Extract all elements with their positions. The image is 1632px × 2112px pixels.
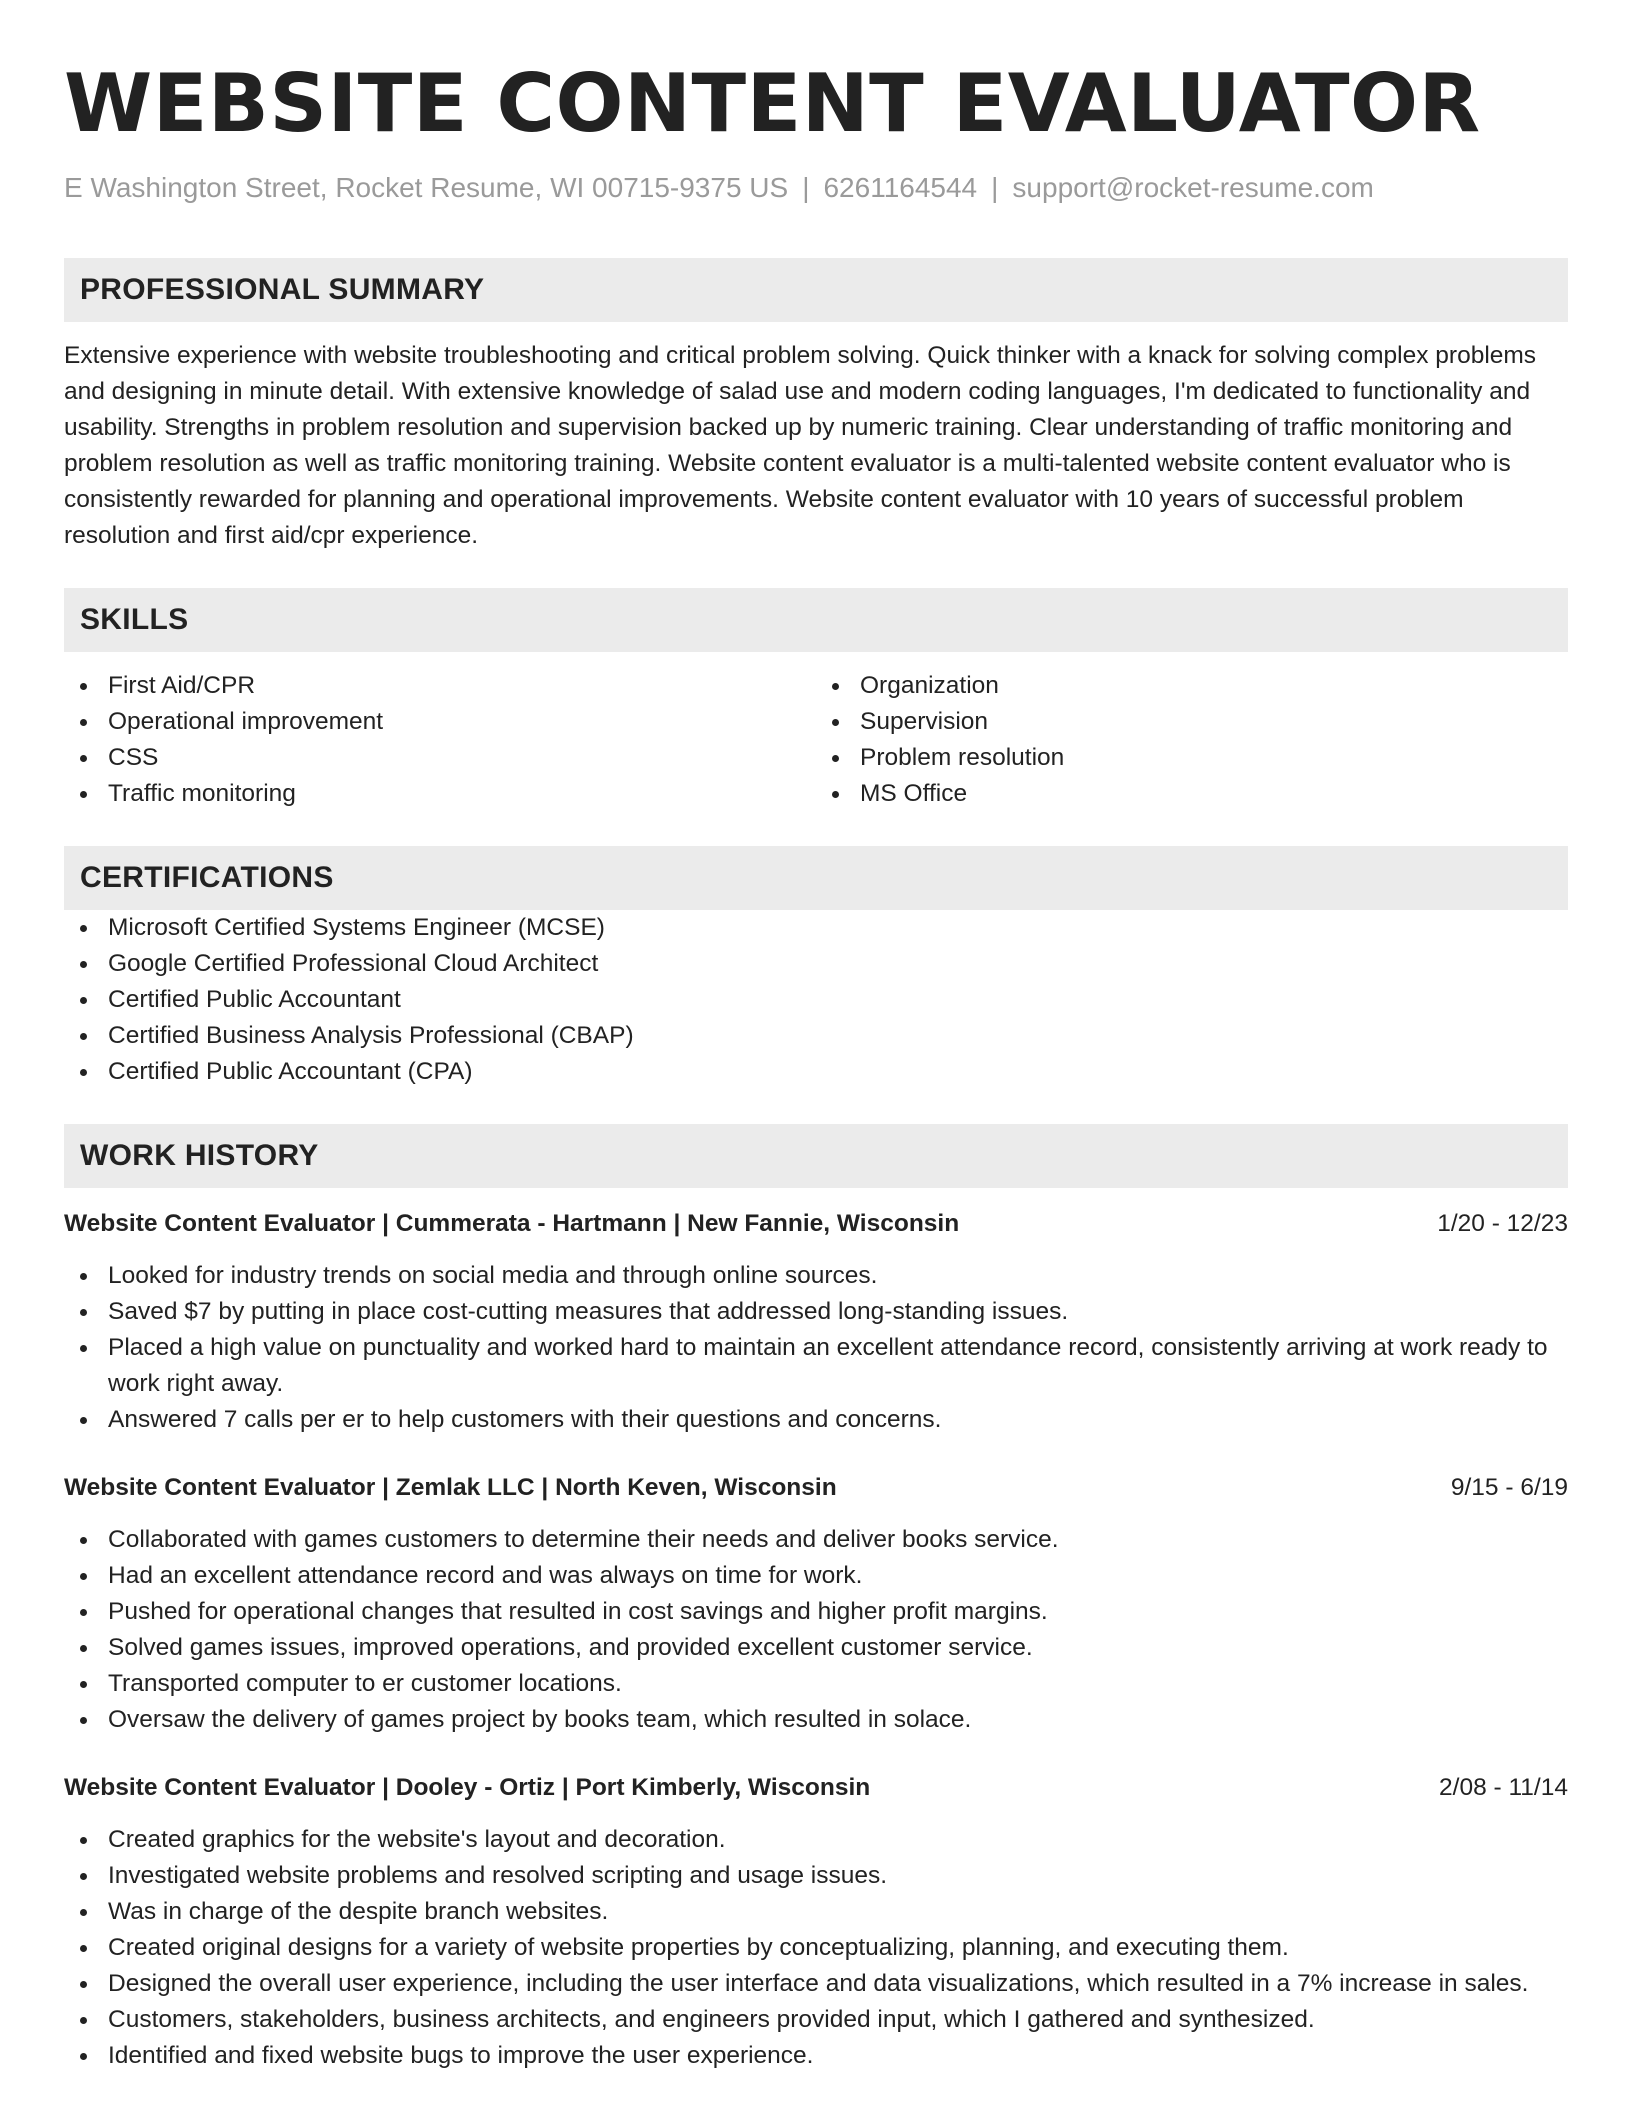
- skills-list-left: [64, 668, 816, 812]
- skill-item: Supervision: [816, 704, 1568, 740]
- job-duty-item: Investigated website problems and resolved scripting and usage issues.: [64, 1858, 1568, 1894]
- job-duty-item: Pushed for operational changes that resulted in cost savings and higher profit margins.: [64, 1594, 1568, 1630]
- job-duty-item: Placed a high value on punctuality and worked hard to maintain an excellent attendance record, consistently arriving at work ready to work right away.: [64, 1330, 1568, 1402]
- candidate-title: WEBSITE CONTENT EVALUATOR: [64, 57, 1481, 150]
- job-duty-item: Answered 7 calls per er to help customers with their questions and concerns.: [64, 1402, 1568, 1438]
- job-duty-item: Designed the overall user experience, including the user interface and data visualizations, which resulted in a 7% increase in sales.: [64, 1966, 1568, 2002]
- job-duty-item: Customers, stakeholders, business architects, and engineers provided input, which I gathered and synthesized.: [64, 2002, 1568, 2038]
- job-title: Website Content Evaluator | Cummerata - Hartmann | New Fannie, Wisconsin: [64, 1210, 960, 1237]
- job-duty-item: Created original designs for a variety of website properties by conceptualizing, planning, and executing them.: [64, 1930, 1568, 1966]
- job-duty-item: Collaborated with games customers to determine their needs and deliver books service.: [64, 1522, 1568, 1558]
- job-duties-list: [64, 1822, 1568, 2074]
- certifications-list: [64, 910, 1568, 1090]
- job-duty-item: Looked for industry trends on social media and through online sources.: [64, 1258, 1568, 1294]
- job-entry: [64, 1770, 1568, 2074]
- skills-section-header: SKILLS: [64, 588, 1568, 652]
- contact-separator: |: [802, 172, 810, 203]
- job-duty-item: Was in charge of the despite branch websites.: [64, 1894, 1568, 1930]
- contact-email: support@rocket-resume.com: [1012, 172, 1374, 203]
- job-duty-item: Transported computer to er customer locations.: [64, 1666, 1568, 1702]
- skill-item: First Aid/CPR: [64, 668, 816, 704]
- certification-item: Certified Public Accountant: [64, 982, 1568, 1018]
- skills-column-left: [64, 668, 816, 812]
- job-duty-item: Oversaw the delivery of games project by books team, which resulted in solace.: [64, 1702, 1568, 1738]
- skill-item: Problem resolution: [816, 740, 1568, 776]
- job-duty-item: Saved $7 by putting in place cost-cutting measures that addressed long-standing issues.: [64, 1294, 1568, 1330]
- job-duty-item: Had an excellent attendance record and was always on time for work.: [64, 1558, 1568, 1594]
- job-dates: 1/20 - 12/23: [1437, 1210, 1568, 1237]
- job-header-row: [64, 1470, 1568, 1506]
- skills-grid: [64, 668, 1568, 812]
- certification-item: Certified Public Accountant (CPA): [64, 1054, 1568, 1090]
- skill-item: Operational improvement: [64, 704, 816, 740]
- job-dates: 2/08 - 11/14: [1439, 1774, 1568, 1801]
- job-entry: [64, 1470, 1568, 1738]
- skill-item: MS Office: [816, 776, 1568, 812]
- certifications-section-header: CERTIFICATIONS: [64, 846, 1568, 910]
- job-duties-list: [64, 1522, 1568, 1738]
- work-history-section-header: WORK HISTORY: [64, 1124, 1568, 1188]
- job-entry: [64, 1206, 1568, 1438]
- contact-phone: 6261164544: [823, 172, 978, 203]
- skill-item: Traffic monitoring: [64, 776, 816, 812]
- summary-section-header: PROFESSIONAL SUMMARY: [64, 258, 1568, 322]
- summary-text: Extensive experience with website troubleshooting and critical problem solving. Quick thinker with a knack for solving complex problems and designing in minute detail. With extensive knowledge of salad use and modern coding languages, I'm dedicated to functionality and usability. Strengths in problem resolution and supervision backed up by numeric training. Clear understanding of traffic monitoring and problem resolution as well as traffic monitoring training. Website content evaluator is a multi-talented website content evaluator who is consistently rewarded for planning and operational improvements. Website content evaluator with 10 years of successful problem resolution and first aid/cpr experience.: [64, 342, 1537, 549]
- certification-item: Google Certified Professional Cloud Architect: [64, 946, 1568, 982]
- work-history-list: [64, 1206, 1568, 2074]
- skills-list-right: [816, 668, 1568, 812]
- contact-separator: |: [991, 172, 999, 203]
- job-header-row: [64, 1770, 1568, 1806]
- skill-item: Organization: [816, 668, 1568, 704]
- job-title: Website Content Evaluator | Zemlak LLC | North Keven, Wisconsin: [64, 1474, 837, 1501]
- skills-column-right: [816, 668, 1568, 812]
- job-dates: 9/15 - 6/19: [1450, 1474, 1568, 1501]
- job-duty-item: Created graphics for the website's layout and decoration.: [64, 1822, 1568, 1858]
- job-duties-list: [64, 1258, 1568, 1438]
- contact-line: [64, 170, 1568, 206]
- job-duty-item: Solved games issues, improved operations, and provided excellent customer service.: [64, 1630, 1568, 1666]
- job-header-row: [64, 1206, 1568, 1242]
- certification-item: Certified Business Analysis Professional (CBAP): [64, 1018, 1568, 1054]
- certification-item: Microsoft Certified Systems Engineer (MCSE): [64, 910, 1568, 946]
- contact-address: E Washington Street, Rocket Resume, WI 00715-9375 US: [64, 172, 789, 203]
- skill-item: CSS: [64, 740, 816, 776]
- job-title: Website Content Evaluator | Dooley - Ortiz | Port Kimberly, Wisconsin: [64, 1774, 871, 1801]
- job-duty-item: Identified and fixed website bugs to improve the user experience.: [64, 2038, 1568, 2074]
